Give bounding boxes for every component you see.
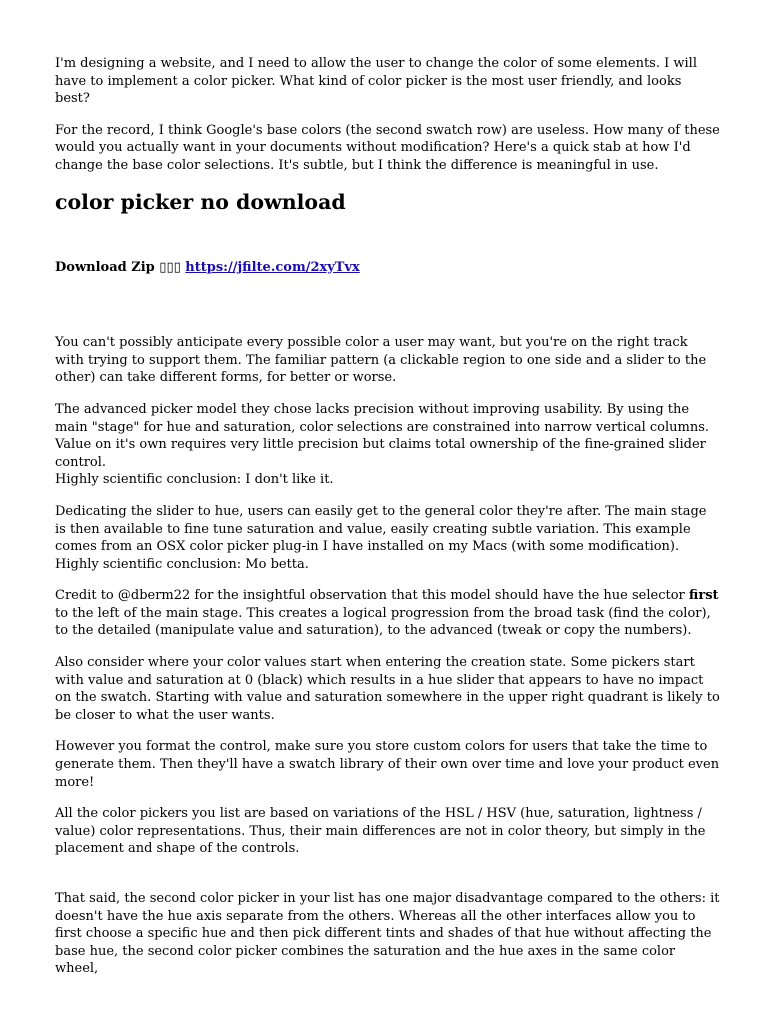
spacer <box>55 872 720 890</box>
page-title: color picker no download <box>55 189 346 214</box>
spacer <box>55 276 720 334</box>
download-glyphs: ▯▯▯ <box>159 259 181 275</box>
answer-paragraph-3 <box>55 503 720 573</box>
download-label: Download Zip <box>55 259 155 275</box>
answer-4-after: to the left of the main stage. This creates a logical progression from the broad task (find the color), to the detailed (manipulate value and saturation), to the advanced (tweak or copy the numbers). <box>55 605 711 639</box>
intro-paragraph-1: I'm designing a website, and I need to allow the user to change the color of some elements. I will have to implement a color picker. What kind of color picker is the most user friendly, and looks best? <box>55 56 697 107</box>
download-link[interactable]: https://jfilte.com/2xyTvx <box>185 259 360 275</box>
answer-paragraph-7: All the color pickers you list are based on variations of the HSL / HSV (hue, saturation, lightness / value) color representations. Thus, their main differences are not in color theory, but simply in the placement and shape of the controls. <box>55 806 706 857</box>
answer-2-main: The advanced picker model they chose lacks precision without improving usability. By using the main "stage" for hue and saturation, color selections are constrained into narrow vertical columns. Value on it's own requires very little precision but claims total ownership of the fine-grained slider control. <box>55 401 710 470</box>
download-line <box>55 259 720 277</box>
answer-paragraph-1: You can't possibly anticipate every possible color a user may want, but you're on the right track with trying to support them. The familiar pattern (a clickable region to one side and a slider to the other) can take different forms, for better or worse. <box>55 335 707 386</box>
answer-4-before: Credit to @dberm22 for the insightful observation that this model should have the hue selector <box>55 588 689 604</box>
answer-4-emphasis: first <box>688 588 719 604</box>
answer-paragraph-6: However you format the control, make sure you store custom colors for users that take the time to generate them. Then they'll have a swatch library of their own over time and love your product even more! <box>55 739 720 790</box>
intro-paragraph-2: For the record, I think Google's base colors (the second swatch row) are useless. How many of these would you actually want in your documents without modification? Here's a quick stab at how I'd change the base color selections. It's subtle, but I think the difference is meaningful in use. <box>55 122 720 173</box>
document-page <box>55 55 720 992</box>
answer-paragraph-2 <box>55 401 720 489</box>
answer-2-conclusion: Highly scientific conclusion: I don't like it. <box>55 472 334 488</box>
answer-paragraph-4 <box>55 587 720 640</box>
answer-paragraph-8: That said, the second color picker in your list has one major disadvantage compared to the others: it doesn't have the hue axis separate from the others. Whereas all the other interfaces allow you to first choose a specific hue and then pick different tints and shades of that hue without affecting the base hue, the second color picker combines the saturation and the hue axes in the same color wheel, <box>55 891 720 977</box>
answer-3-main: Dedicating the slider to hue, users can easily get to the general color they're after. The main stage is then available to fine tune saturation and value, easily creating subtle variation. This example comes from an OSX color picker plug-in I have installed on my Macs (with some modification). <box>55 503 707 555</box>
answer-3-conclusion: Highly scientific conclusion: Mo betta. <box>55 556 309 572</box>
answer-paragraph-5: Also consider where your color values start when entering the creation state. Some pickers start with value and saturation at 0 (black) which results in a hue slider that appears to have no impact on the swatch. Starting with value and saturation somewhere in the upper right quadrant is likely to be closer to what the user wants. <box>55 655 720 723</box>
